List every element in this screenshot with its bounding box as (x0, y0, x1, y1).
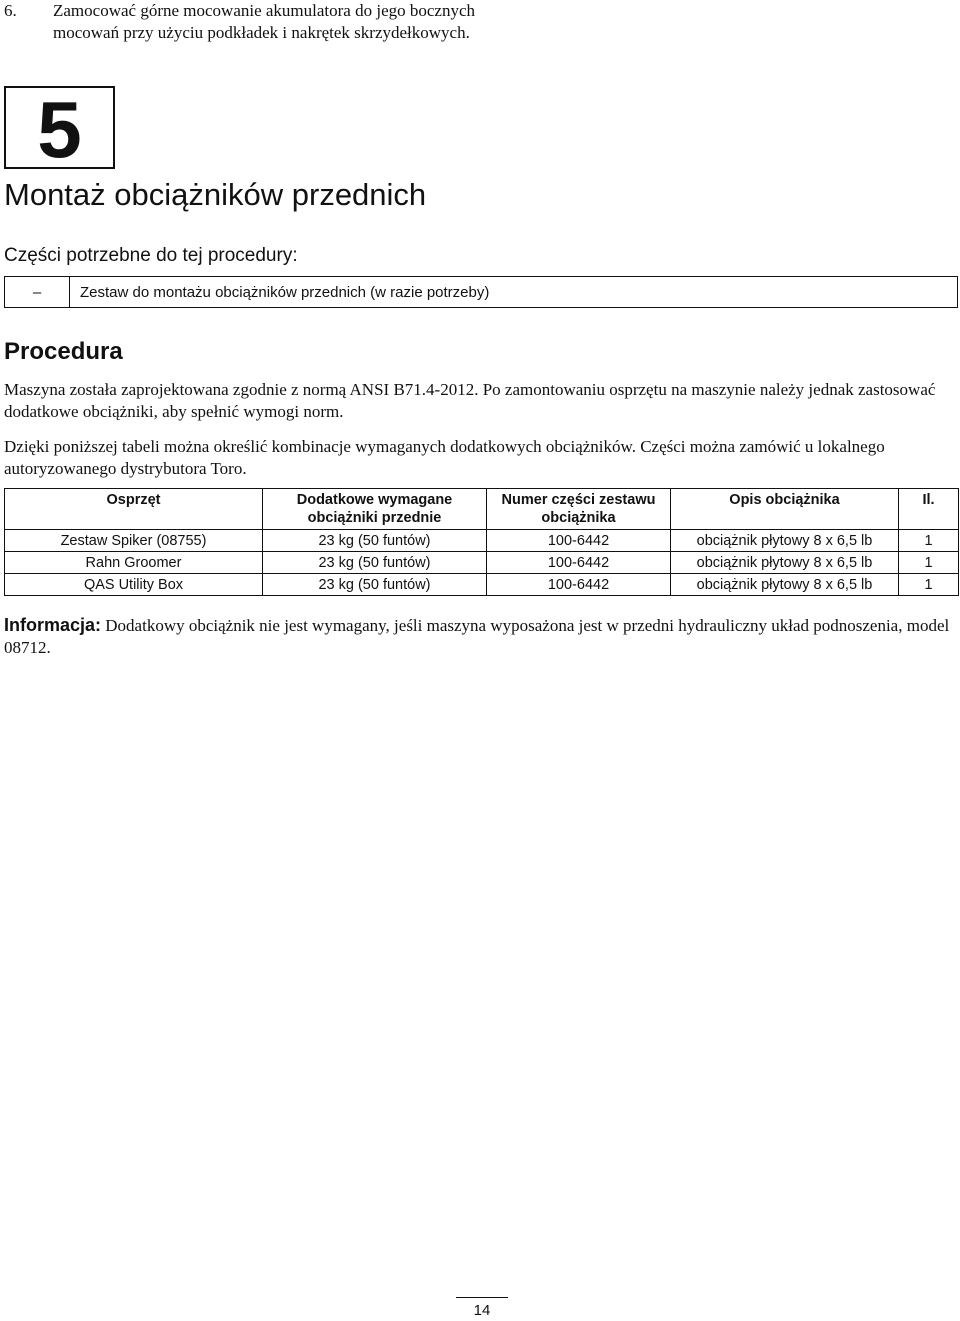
table-header-row (5, 489, 959, 530)
note (4, 614, 956, 659)
page-number: 14 (473, 1302, 491, 1319)
cell-kit-part-number: 100-6442 (487, 530, 671, 552)
cell-additional-weights: 23 kg (50 funtów) (263, 552, 487, 574)
table-row (5, 552, 959, 574)
cell-kit-part-number: 100-6442 (487, 552, 671, 574)
table-row (5, 530, 959, 552)
cell-attachment: Zestaw Spiker (08755) (5, 530, 263, 552)
cell-weight-description: obciążnik płytowy 8 x 6,5 lb (671, 574, 899, 596)
cell-quantity: 1 (899, 574, 959, 596)
parts-heading: Części potrzebne do tej procedury: (4, 245, 298, 266)
header-weight-description: Opis obciążnika (671, 489, 899, 530)
note-label: Informacja: (4, 615, 102, 635)
section-number: 5 (37, 85, 82, 174)
section-title: Montaż obciążników przednich (4, 177, 427, 212)
cell-additional-weights: 23 kg (50 funtów) (263, 530, 487, 552)
step-text: Zamocować górne mocowanie akumulatora do jego bocznych mocowań przy użyciu podkładek i nakrętek skrzydełkowych. (53, 1, 476, 42)
parts-description: Zestaw do montażu obciążników przednich (w razie potrzeby) (80, 283, 490, 301)
procedure-paragraph-1: Maszyna została zaprojektowana zgodnie z normą ANSI B71.4-2012. Po zamontowaniu osprzętu na maszynie należy jednak zastosować dodatkowe obciążniki, aby spełnić wymogi norm. (4, 380, 936, 421)
cell-quantity: 1 (899, 552, 959, 574)
cell-additional-weights: 23 kg (50 funtów) (263, 574, 487, 596)
cell-kit-part-number: 100-6442 (487, 574, 671, 596)
cell-attachment: Rahn Groomer (5, 552, 263, 574)
cell-attachment: QAS Utility Box (5, 574, 263, 596)
note-text: Dodatkowy obciążnik nie jest wymagany, jeśli maszyna wyposażona jest w przedni hydrauliczny układ podnoszenia, model 08712. (4, 616, 950, 657)
procedure-heading: Procedura (4, 338, 123, 365)
cell-weight-description: obciążnik płytowy 8 x 6,5 lb (671, 530, 899, 552)
section-number-box (4, 85, 115, 174)
cell-weight-description: obciążnik płytowy 8 x 6,5 lb (671, 552, 899, 574)
header-attachment: Osprzęt (5, 489, 263, 530)
header-quantity: Il. (899, 489, 959, 530)
header-additional-weights: Dodatkowe wymagane obciążniki przednie (263, 489, 487, 530)
cell-quantity: 1 (899, 530, 959, 552)
page-number-rule (456, 1297, 508, 1298)
step-number: 6. (4, 1, 17, 20)
header-kit-part-number: Numer części zestawu obciążnika (487, 489, 671, 530)
parts-qty: – (5, 277, 70, 307)
procedure-paragraph-2: Dzięki poniższej tabeli można określić kombinacje wymaganych dodatkowych obciążników. Części można zamówić u lokalnego autoryzowanego dystrybutora Toro. (4, 437, 885, 478)
parts-table (4, 276, 958, 308)
weights-table (4, 488, 959, 596)
table-row (5, 574, 959, 596)
